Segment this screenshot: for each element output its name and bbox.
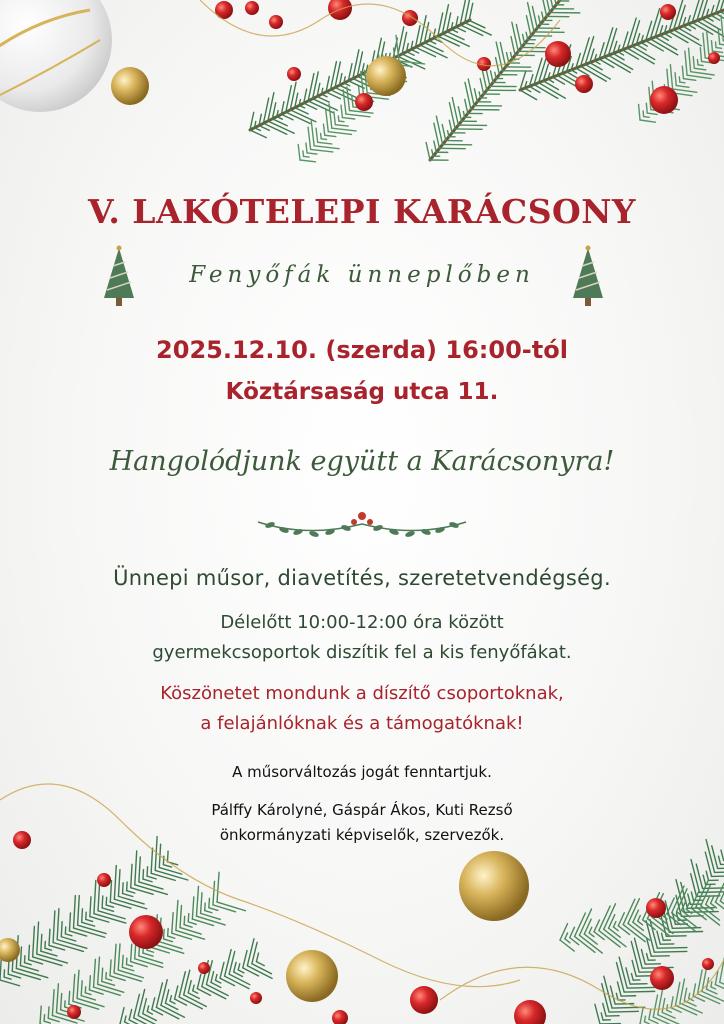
gold-ornament-bottom-small <box>286 950 338 1002</box>
event-address: Köztársaság utca 11. <box>225 379 499 405</box>
gold-ornament-small <box>111 67 149 105</box>
morning-schedule-line2: gyermekcsoportok diszítik fel a kis fenyőfákat. <box>152 642 572 663</box>
gold-ornament-top <box>366 56 406 96</box>
pine-needles-bottom <box>0 837 724 1024</box>
event-title: V. LAKÓTELEPI KARÁCSONY <box>87 192 636 231</box>
event-motto: Hangolódjunk együtt a Karácsonyra! <box>109 446 615 477</box>
program-description: Ünnepi műsor, diavetítés, szeretetvendégség. <box>113 566 611 590</box>
program-change-notice: A műsorváltozás jogát fenntartjuk. <box>232 763 492 781</box>
morning-schedule-line1: Délelőtt 10:00-12:00 óra között <box>220 612 504 633</box>
white-bauble-top-left <box>0 0 112 112</box>
thanks-line1: Köszönetet mondunk a díszítő csoportoknak, <box>160 683 564 704</box>
organizers-role: önkormányzati képviselők, szervezők. <box>219 826 505 844</box>
thanks-line2: a felajánlóknak és a támogatóknak! <box>200 713 524 734</box>
garland-divider-icon <box>258 512 466 538</box>
organizers-names: Pálffy Károlyné, Gáspár Ákos, Kuti Rezső <box>211 801 513 819</box>
event-subtitle: Fenyőfák ünneplőben <box>189 262 535 288</box>
gold-ornament-bottom-large <box>459 851 529 921</box>
event-date: 2025.12.10. (szerda) 16:00-tól <box>156 336 568 364</box>
pine-needles-top <box>250 0 724 162</box>
